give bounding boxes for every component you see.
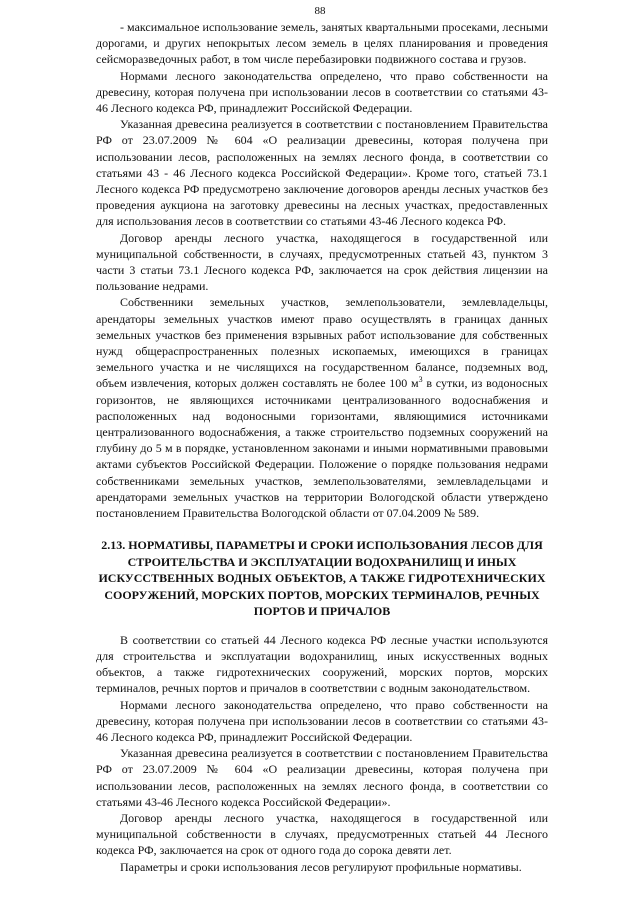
paragraph-land-owners-rights [96,294,548,521]
paragraph-land-use: - максимальное использование земель, занятых квартальными просеками, лесными дорогами, и других непокрытых лесом земель в целях планирования и проведения сейсморазведочных работ, в том числе перебазировки подвижного состава и грузов. [96,20,548,67]
section-heading-2-13: 2.13. НОРМАТИВЫ, ПАРАМЕТРЫ И СРОКИ ИСПОЛЬЗОВАНИЯ ЛЕСОВ ДЛЯ СТРОИТЕЛЬСТВА И ЭКСПЛУАТАЦИИ ВОДОХРАНИЛИЩ И ИНЫХ ИСКУССТВЕННЫХ ВОДНЫХ ОБЪЕКТОВ, А ТАКЖЕ ГИДРОТЕХНИЧЕСКИХ СООРУЖЕНИЙ, МОРСКИХ ПОРТОВ, МОРСКИХ ТЕРМИНАЛОВ, РЕЧНЫХ ПОРТОВ И ПРИЧАЛОВ [98,538,546,619]
page-number: 88 [314,5,326,17]
paragraph-wood-ownership: Нормами лесного законодательства определено, что право собственности на древесину, которая получена при использовании лесов в соответствии со статьями 43-46 Лесного кодекса РФ, принадлежит Российской Федерации. [96,68,548,116]
cubic-superscript: 3 [418,375,423,385]
paragraph-wood-ownership-2: Нормами лесного законодательства определено, что право собственности на древесину, которая получена при использовании лесов в соответствии со статьями 43-46 Лесного кодекса РФ, принадлежит Российской Федерации. [96,697,548,745]
paragraph-wood-sale: Указанная древесина реализуется в соответствии с постановлением Правительства РФ от 23.07.2009 № 604 «О реализации древесины, которая получена при использовании лесов, расположенных на землях лесного фонда, в соответствии со статьями 43 - 46 Лесного кодекса Российской Федерации». Кроме того, статьей 73.1 Лесного кодекса РФ предусмотрено заключение договоров аренды лесных участков без проведения аукциона на заготовку древесины на лесных участках, предоставленных для использования лесов в соответствии со статьями 43-46 Лесного кодекса РФ. [96,117,548,229]
paragraph-land-owners-rights-part1: Собственники земельных участков, землепользователи, землевладельцы, арендаторы земельных участков имеют право осуществлять в границах данных земельных участков без применения взрывных работ использование для собственных нужд общераспространенных полезных ископаемых, имеющихся в границах земельного участка и не числящихся на государственном балансе, подземных вод, объем извлечения, которых должен составлять не более 100 м [96,295,548,391]
paragraph-article-44: В соответствии со статьей 44 Лесного кодекса РФ лесные участки используются для строительства и эксплуатации водохранилищ, иных искусственных водных объектов, а также гидротехнических сооружений, морских портов, морских терминалов, речных портов и причалов в соответствии с водным законодательством. [96,632,548,696]
paragraph-lease-term-license: Договор аренды лесного участка, находящегося в государственной или муниципальной собственности, в случаях, предусмотренных статьей 43, пунктом 3 части 3 статьи 73.1 Лесного кодекса РФ, заключается на срок действия лицензии на пользование недрами. [96,230,548,294]
paragraph-lease-term-years: Договор аренды лесного участка, находящегося в государственной или муниципальной собственности в случаях, предусмотренных статьей 44 Лесного кодекса РФ, заключается на срок от одного года до сорока девяти лет. [96,811,548,858]
body-text [96,19,548,875]
paragraph-wood-sale-2: Указанная древесина реализуется в соответствии с постановлением Правительства РФ от 23.07.2009 № 604 «О реализации древесины, которая получена при использовании лесов, расположенных на землях лесного фонда, в соответствии со статьями 43-46 Лесного кодекса Российской Федерации». [96,746,548,809]
paragraph-land-owners-rights-part2: в сутки, из водоносных горизонтов, не являющихся источниками централизованного водоснабжения и расположенных над водоносными горизонтами, являющимися источниками централизованного водоснабжения, а также строительство подземных сооружений на глубину до 5 м в порядке, установленном законами и иными нормативными правовыми актами субъектов Российской Федерации. Положение о порядке пользования недрами собственниками земельных участков, землепользователями, землевладельцами и арендаторами земельных участков на территории Вологодской области утверждено постановлением Правительства Вологодской области от 07.04.2009 № 589. [96,376,548,521]
paragraph-parameters: Параметры и сроки использования лесов регулируют профильные нормативы. [120,859,522,874]
